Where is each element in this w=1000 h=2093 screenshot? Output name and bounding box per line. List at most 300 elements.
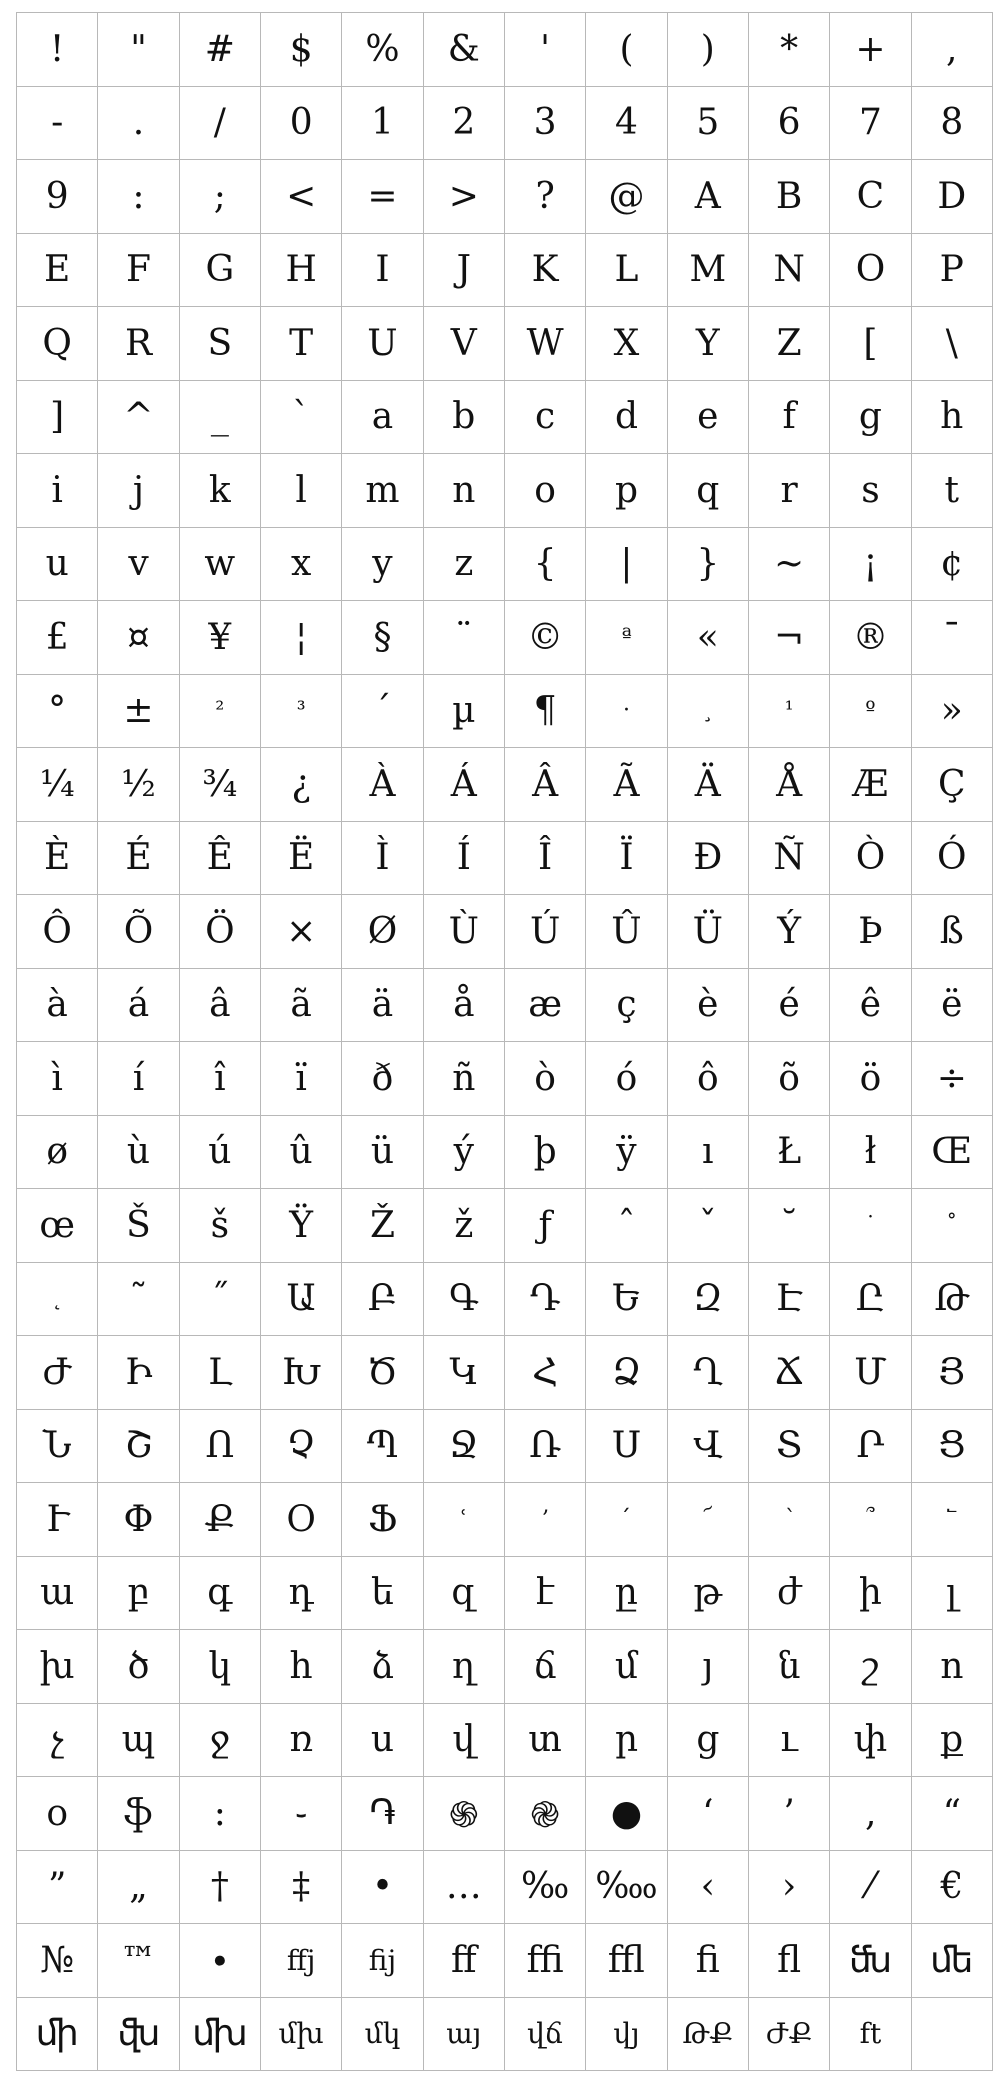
glyph-cell: մ xyxy=(586,1630,667,1704)
glyph-cell: ˜ xyxy=(98,1263,179,1337)
glyph-cell: p xyxy=(586,454,667,528)
glyph-cell: ˇ xyxy=(668,1189,749,1263)
glyph-cell: Ï xyxy=(586,822,667,896)
glyph-cell: ? xyxy=(505,160,586,234)
glyph-cell: ﬄ xyxy=(586,1924,667,1998)
glyph-cell: J xyxy=(424,234,505,308)
glyph-cell: · xyxy=(586,675,667,749)
glyph-cell: ž xyxy=(424,1189,505,1263)
glyph-cell: ∙ xyxy=(180,1924,261,1998)
glyph-cell: ֏ xyxy=(342,1777,423,1851)
glyph-cell: ¤ xyxy=(98,601,179,675)
glyph-cell: ø xyxy=(17,1116,98,1190)
glyph-cell: | xyxy=(586,528,667,602)
glyph-cell: ձ xyxy=(342,1630,423,1704)
glyph-cell: ½ xyxy=(98,748,179,822)
glyph-cell: = xyxy=(342,160,423,234)
glyph-cell: ո xyxy=(912,1630,993,1704)
glyph-cell: j xyxy=(98,454,179,528)
glyph-cell: 6 xyxy=(749,87,830,161)
glyph-cell: ³ xyxy=(261,675,342,749)
glyph-cell: ô xyxy=(668,1042,749,1116)
glyph-cell: բ xyxy=(98,1557,179,1631)
glyph-cell: ´ xyxy=(342,675,423,749)
glyph-cell: ~ xyxy=(749,528,830,602)
glyph-cell: ﬖ xyxy=(98,1998,179,2072)
glyph-cell: “ xyxy=(912,1777,993,1851)
glyph-cell: Օ xyxy=(261,1483,342,1557)
glyph-cell: ﬕ xyxy=(17,1998,98,2072)
glyph-cell: µ xyxy=(424,675,505,749)
glyph-cell: ù xyxy=(98,1116,179,1190)
glyph-cell: Ռ xyxy=(505,1410,586,1484)
glyph-cell: ð xyxy=(342,1042,423,1116)
glyph-cell: ä xyxy=(342,969,423,1043)
glyph-cell: Ý xyxy=(749,895,830,969)
glyph-cell: ÷ xyxy=(912,1042,993,1116)
glyph-cell: ' xyxy=(505,13,586,87)
glyph-cell: X xyxy=(586,307,667,381)
glyph-cell: e xyxy=(668,381,749,455)
glyph-cell: ն xyxy=(749,1630,830,1704)
glyph-cell: Š xyxy=(98,1189,179,1263)
glyph-cell: ¶ xyxy=(505,675,586,749)
glyph-cell: վ xyxy=(424,1704,505,1778)
glyph-cell: ! xyxy=(17,13,98,87)
glyph-cell: է xyxy=(505,1557,586,1631)
glyph-cell: մկ xyxy=(342,1998,423,2072)
glyph-cell: Ä xyxy=(668,748,749,822)
glyph-cell: h xyxy=(912,381,993,455)
glyph-cell: Û xyxy=(586,895,667,969)
glyph-cell: Ո xyxy=(180,1410,261,1484)
glyph-cell: € xyxy=(912,1851,993,1925)
glyph-cell: Ց xyxy=(912,1410,993,1484)
glyph-cell: Ր xyxy=(830,1410,911,1484)
glyph-cell: ë xyxy=(912,969,993,1043)
glyph-cell: ¥ xyxy=(180,601,261,675)
glyph-cell: à xyxy=(17,969,98,1043)
glyph-cell: … xyxy=(424,1851,505,1925)
glyph-cell: ֎ xyxy=(505,1777,586,1851)
glyph-cell: Լ xyxy=(180,1336,261,1410)
glyph-cell: 8 xyxy=(912,87,993,161)
glyph-cell: { xyxy=(505,528,586,602)
glyph-cell: ր xyxy=(586,1704,667,1778)
glyph-cell: ԺՔ xyxy=(749,1998,830,2072)
glyph-cell: ö xyxy=(830,1042,911,1116)
glyph-cell: հ xyxy=(261,1630,342,1704)
glyph-cell: ﬃ xyxy=(505,1924,586,1998)
glyph-cell: վյ xyxy=(586,1998,667,2072)
glyph-cell: k xyxy=(180,454,261,528)
glyph-cell: Ì xyxy=(342,822,423,896)
glyph-cell: } xyxy=(668,528,749,602)
glyph-cell: x xyxy=(261,528,342,602)
glyph-cell: ® xyxy=(830,601,911,675)
glyph-cell: ժ xyxy=(749,1557,830,1631)
glyph-cell: @ xyxy=(586,160,667,234)
glyph-cell: 9 xyxy=(17,160,98,234)
glyph-cell: › xyxy=(749,1851,830,1925)
glyph-cell: ) xyxy=(668,13,749,87)
glyph-cell: ã xyxy=(261,969,342,1043)
glyph-cell: Զ xyxy=(668,1263,749,1337)
glyph-cell: . xyxy=(98,87,179,161)
glyph-cell: l xyxy=(261,454,342,528)
glyph-cell: Ë xyxy=(261,822,342,896)
glyph-cell: ռ xyxy=(261,1704,342,1778)
glyph-cell: Ե xyxy=(586,1263,667,1337)
glyph-cell: ± xyxy=(98,675,179,749)
glyph-cell: չ xyxy=(17,1704,98,1778)
glyph-cell: ՞ xyxy=(830,1483,911,1557)
glyph-cell: û xyxy=(261,1116,342,1190)
glyph-cell: þ xyxy=(505,1116,586,1190)
glyph-cell: _ xyxy=(180,381,261,455)
glyph-cell: c xyxy=(505,381,586,455)
glyph-cell: q xyxy=(668,454,749,528)
glyph-cell: Â xyxy=(505,748,586,822)
glyph-cell: ł xyxy=(830,1116,911,1190)
glyph-cell: œ xyxy=(17,1189,98,1263)
glyph-cell: Þ xyxy=(830,895,911,969)
glyph-cell: ﬁ xyxy=(668,1924,749,1998)
glyph-cell: ¯ xyxy=(912,601,993,675)
glyph-cell: տ xyxy=(505,1704,586,1778)
glyph-cell: Ա xyxy=(261,1263,342,1337)
glyph-cell: Ծ xyxy=(342,1336,423,1410)
glyph-cell: A xyxy=(668,160,749,234)
glyph-cell: O xyxy=(830,234,911,308)
glyph-cell: Դ xyxy=(505,1263,586,1337)
glyph-cell: + xyxy=(830,13,911,87)
glyph-cell: խ xyxy=(17,1630,98,1704)
glyph-cell: ¢ xyxy=(912,528,993,602)
glyph-cell: ե xyxy=(342,1557,423,1631)
glyph-cell: ‚ xyxy=(830,1777,911,1851)
glyph-cell: b xyxy=(424,381,505,455)
glyph-cell: ı xyxy=(668,1116,749,1190)
glyph-cell: Ը xyxy=(830,1263,911,1337)
glyph-cell: ● xyxy=(586,1777,667,1851)
glyph-cell: շ xyxy=(830,1630,911,1704)
glyph-cell: ւ xyxy=(749,1704,830,1778)
glyph-cell: # xyxy=(180,13,261,87)
glyph-cell: Փ xyxy=(98,1483,179,1557)
glyph-cell: æ xyxy=(505,969,586,1043)
glyph-cell: Ճ xyxy=(749,1336,830,1410)
glyph-cell: I xyxy=(342,234,423,308)
glyph-cell: ˘ xyxy=(749,1189,830,1263)
glyph-cell: Ł xyxy=(749,1116,830,1190)
glyph-cell: ֊ xyxy=(261,1777,342,1851)
glyph-cell: ՜ xyxy=(668,1483,749,1557)
glyph-cell: ս xyxy=(342,1704,423,1778)
glyph-cell: v xyxy=(98,528,179,602)
glyph-cell: Œ xyxy=(912,1116,993,1190)
glyph-cell: 0 xyxy=(261,87,342,161)
glyph-cell: © xyxy=(505,601,586,675)
glyph-cell: ¡ xyxy=(830,528,911,602)
glyph-cell: Կ xyxy=(424,1336,505,1410)
glyph-cell: * xyxy=(749,13,830,87)
glyph-cell: 3 xyxy=(505,87,586,161)
glyph-cell: ƒ xyxy=(505,1189,586,1263)
glyph-cell: â xyxy=(180,969,261,1043)
glyph-cell: » xyxy=(912,675,993,749)
glyph-cell: K xyxy=(505,234,586,308)
glyph-cell: P xyxy=(912,234,993,308)
glyph-cell: Q xyxy=(17,307,98,381)
glyph-cell: È xyxy=(17,822,98,896)
glyph-cell: Ñ xyxy=(749,822,830,896)
glyph-cell: ú xyxy=(180,1116,261,1190)
glyph-cell: փ xyxy=(830,1704,911,1778)
glyph-cell: º xyxy=(830,675,911,749)
glyph-cell: Տ xyxy=(749,1410,830,1484)
glyph-cell: ‘ xyxy=(668,1777,749,1851)
glyph-cell: ք xyxy=(912,1704,993,1778)
glyph-cell: S xyxy=(180,307,261,381)
glyph-cell: ‡ xyxy=(261,1851,342,1925)
glyph-cell: դ xyxy=(261,1557,342,1631)
glyph-cell: Ó xyxy=(912,822,993,896)
glyph-cell: Ջ xyxy=(424,1410,505,1484)
glyph-cell: ft xyxy=(830,1998,911,2072)
glyph-cell: G xyxy=(180,234,261,308)
glyph-cell: å xyxy=(424,969,505,1043)
glyph-cell: ß xyxy=(912,895,993,969)
glyph-cell: Á xyxy=(424,748,505,822)
glyph-cell: Թ xyxy=(912,1263,993,1337)
glyph-cell: ﬓ xyxy=(830,1924,911,1998)
glyph-cell: ¸ xyxy=(668,675,749,749)
glyph-cell: Յ xyxy=(912,1336,993,1410)
glyph-cell: ç xyxy=(586,969,667,1043)
glyph-cell: Í xyxy=(424,822,505,896)
glyph-cell: ˆ xyxy=(586,1189,667,1263)
glyph-cell: R xyxy=(98,307,179,381)
glyph-cell: Պ xyxy=(342,1410,423,1484)
glyph-cell: Ւ xyxy=(17,1483,98,1557)
glyph-cell: ’ xyxy=(749,1777,830,1851)
glyph-cell: Հ xyxy=(505,1336,586,1410)
glyph-cell: թ xyxy=(668,1557,749,1631)
glyph-cell: < xyxy=(261,160,342,234)
glyph-cell: § xyxy=(342,601,423,675)
glyph-cell: ՚ xyxy=(505,1483,586,1557)
glyph-cell: ‱ xyxy=(586,1851,667,1925)
glyph-cell: ` xyxy=(261,381,342,455)
glyph-cell: F xyxy=(98,234,179,308)
glyph-cell: Ժ xyxy=(17,1336,98,1410)
glyph-cell: Ù xyxy=(424,895,505,969)
glyph-cell: Գ xyxy=(424,1263,505,1337)
glyph-cell: É xyxy=(98,822,179,896)
glyph-cell: ‰ xyxy=(505,1851,586,1925)
glyph-cell: Ս xyxy=(586,1410,667,1484)
glyph-cell: ê xyxy=(830,969,911,1043)
glyph-cell: ¹ xyxy=(749,675,830,749)
glyph-cell: [ xyxy=(830,307,911,381)
glyph-cell: ՟ xyxy=(912,1483,993,1557)
glyph-cell: : xyxy=(98,160,179,234)
glyph-cell: Է xyxy=(749,1263,830,1337)
glyph-cell: ( xyxy=(586,13,667,87)
glyph-cell xyxy=(912,1998,993,2072)
glyph-cell: 2 xyxy=(424,87,505,161)
glyph-cell: 5 xyxy=(668,87,749,161)
glyph-cell: ¨ xyxy=(424,601,505,675)
glyph-cell: Ò xyxy=(830,822,911,896)
glyph-cell: ‹ xyxy=(668,1851,749,1925)
glyph-cell: C xyxy=(830,160,911,234)
glyph-cell: T xyxy=(261,307,342,381)
glyph-cell: Î xyxy=(505,822,586,896)
glyph-cell: ˝ xyxy=(180,1263,261,1337)
glyph-cell: Ü xyxy=(668,895,749,969)
glyph-cell: z xyxy=(424,528,505,602)
glyph-cell: á xyxy=(98,969,179,1043)
glyph-cell: ա xyxy=(17,1557,98,1631)
glyph-cell: × xyxy=(261,895,342,969)
glyph-cell: Ô xyxy=(17,895,98,969)
glyph-cell: Ã xyxy=(586,748,667,822)
glyph-cell: Ç xyxy=(912,748,993,822)
glyph-cell: - xyxy=(17,87,98,161)
glyph-cell: $ xyxy=(261,13,342,87)
glyph-cell: £ xyxy=(17,601,98,675)
glyph-grid xyxy=(16,12,993,2071)
glyph-cell: î xyxy=(180,1042,261,1116)
glyph-cell: Խ xyxy=(261,1336,342,1410)
glyph-cell: 1 xyxy=(342,87,423,161)
glyph-cell: Å xyxy=(749,748,830,822)
glyph-cell: o xyxy=(505,454,586,528)
glyph-cell: Մ xyxy=(830,1336,911,1410)
glyph-cell: ¿ xyxy=(261,748,342,822)
glyph-cell: ¦ xyxy=(261,601,342,675)
glyph-cell: ¾ xyxy=(180,748,261,822)
glyph-cell: ֍ xyxy=(424,1777,505,1851)
glyph-cell: , xyxy=(912,13,993,87)
glyph-cell: ՙ xyxy=(424,1483,505,1557)
glyph-cell: d xyxy=(586,381,667,455)
glyph-cell: õ xyxy=(749,1042,830,1116)
glyph-cell: À xyxy=(342,748,423,822)
glyph-cell: Ղ xyxy=(668,1336,749,1410)
glyph-cell: m xyxy=(342,454,423,528)
glyph-cell: é xyxy=(749,969,830,1043)
glyph-cell: ó xyxy=(586,1042,667,1116)
glyph-cell: ˚ xyxy=(912,1189,993,1263)
glyph-cell: \ xyxy=(912,307,993,381)
glyph-cell: 4 xyxy=(586,87,667,161)
glyph-cell: ց xyxy=(668,1704,749,1778)
glyph-cell: յ xyxy=(668,1630,749,1704)
glyph-cell: № xyxy=(17,1924,98,1998)
glyph-cell: g xyxy=(830,381,911,455)
glyph-cell: ² xyxy=(180,675,261,749)
glyph-cell: ԹՔ xyxy=(668,1998,749,2072)
glyph-cell: ü xyxy=(342,1116,423,1190)
glyph-cell: ° xyxy=(17,675,98,749)
glyph-cell: « xyxy=(668,601,749,675)
glyph-cell: գ xyxy=(180,1557,261,1631)
glyph-cell: ղ xyxy=(424,1630,505,1704)
glyph-cell: ծ xyxy=(98,1630,179,1704)
glyph-cell: u xyxy=(17,528,98,602)
glyph-cell: B xyxy=(749,160,830,234)
glyph-cell: / xyxy=(180,87,261,161)
glyph-cell: ֆ xyxy=(98,1777,179,1851)
glyph-cell: Ê xyxy=(180,822,261,896)
glyph-cell: ﬗ xyxy=(180,1998,261,2072)
glyph-cell: N xyxy=(749,234,830,308)
glyph-cell: ™ xyxy=(98,1924,179,1998)
glyph-cell: ¬ xyxy=(749,601,830,675)
glyph-cell: „ xyxy=(98,1851,179,1925)
glyph-cell: ﬀj xyxy=(261,1924,342,1998)
glyph-cell: M xyxy=(668,234,749,308)
glyph-cell: • xyxy=(342,1851,423,1925)
glyph-cell: օ xyxy=(17,1777,98,1851)
glyph-cell: Ֆ xyxy=(342,1483,423,1557)
glyph-cell: զ xyxy=(424,1557,505,1631)
glyph-cell: ” xyxy=(17,1851,98,1925)
glyph-cell: Æ xyxy=(830,748,911,822)
glyph-cell: % xyxy=(342,13,423,87)
glyph-cell: ; xyxy=(180,160,261,234)
glyph-cell: ի xyxy=(830,1557,911,1631)
glyph-cell: s xyxy=(830,454,911,528)
glyph-cell: V xyxy=(424,307,505,381)
glyph-cell: Ö xyxy=(180,895,261,969)
glyph-cell: 7 xyxy=(830,87,911,161)
glyph-cell: L xyxy=(586,234,667,308)
glyph-cell: Չ xyxy=(261,1410,342,1484)
glyph-cell: Ÿ xyxy=(261,1189,342,1263)
glyph-cell: n xyxy=(424,454,505,528)
glyph-cell: E xyxy=(17,234,98,308)
glyph-cell: ՛ xyxy=(586,1483,667,1557)
glyph-cell: ﬀ xyxy=(424,1924,505,1998)
glyph-cell: ։ xyxy=(180,1777,261,1851)
glyph-cell: y xyxy=(342,528,423,602)
glyph-cell: ճ xyxy=(505,1630,586,1704)
glyph-cell: պ xyxy=(98,1704,179,1778)
glyph-cell: & xyxy=(424,13,505,87)
glyph-cell: U xyxy=(342,307,423,381)
glyph-cell: Ն xyxy=(17,1410,98,1484)
glyph-cell: W xyxy=(505,307,586,381)
glyph-cell: ՝ xyxy=(749,1483,830,1557)
glyph-cell: ﬁj xyxy=(342,1924,423,1998)
glyph-cell: Շ xyxy=(98,1410,179,1484)
glyph-cell: " xyxy=(98,13,179,87)
glyph-cell: ⁄ xyxy=(830,1851,911,1925)
glyph-cell: մխ xyxy=(261,1998,342,2072)
glyph-cell: t xyxy=(912,454,993,528)
glyph-cell: > xyxy=(424,160,505,234)
glyph-cell: վճ xyxy=(505,1998,586,2072)
glyph-cell: ý xyxy=(424,1116,505,1190)
glyph-cell: ï xyxy=(261,1042,342,1116)
glyph-cell: è xyxy=(668,969,749,1043)
glyph-cell: լ xyxy=(912,1557,993,1631)
glyph-cell: ¼ xyxy=(17,748,98,822)
